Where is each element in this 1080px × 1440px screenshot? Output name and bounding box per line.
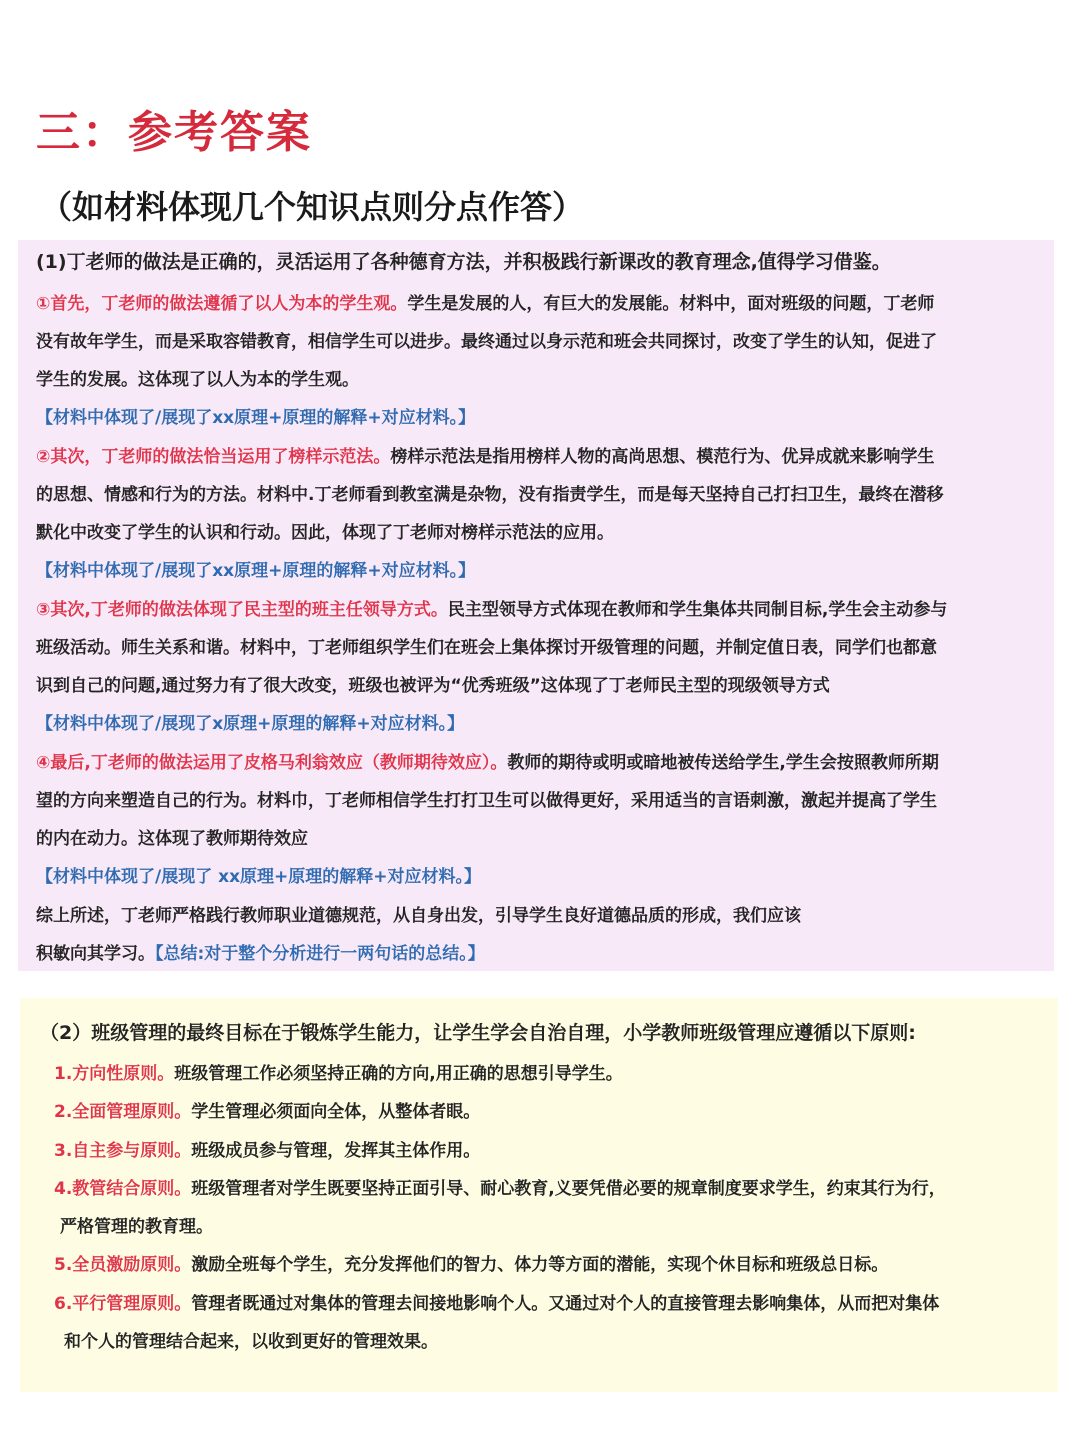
paragraph-2-hint: 【材料中体现了/展现了xx原理+原理的解释+对应材料。】 bbox=[36, 561, 476, 581]
principle-label: 5.全员激励原则。 bbox=[54, 1255, 192, 1275]
paragraph-3-text: 民主型领导方式体现在教师和学生集体共同制目标,学生会主动参与 bbox=[447, 600, 948, 620]
section2-lead: （2）班级管理的最终目标在于锻炼学生能力，让学生学会自治自理，小学教师班级管理应遵循以下原则: bbox=[40, 1022, 916, 1044]
principle-label: 1.方向性原则。 bbox=[54, 1064, 175, 1084]
paragraph-4-line-1 bbox=[36, 751, 939, 775]
paragraph-2-line-3: 默化中改变了学生的认识和行动。因此，体现了丁老师对榜样示范法的应用。 bbox=[36, 523, 614, 543]
principle-text: 班级成员参与管理，发挥其主体作用。 bbox=[191, 1141, 481, 1161]
paragraph-2-text: 榜样示范法是指用榜样人物的高尚思想、模范行为、优异成就来影响学生 bbox=[390, 447, 935, 467]
paragraph-1-line-3: 学生的发展。这体现了以人为本的学生观。 bbox=[36, 370, 359, 390]
paragraph-1-line-2: 没有故年学生，而是采取容错教育，相信学生可以进步。最终通过以身示范和班会共同探讨，改变了学生的认知，促进了 bbox=[36, 332, 937, 352]
principle-continuation: 和个人的管理结合起来，以收到更好的管理效果。 bbox=[64, 1332, 438, 1352]
paragraph-2-line-2: 的思想、情感和行为的方法。材料中.丁老师看到教室满是杂物，没有指责学生，而是每天坚持自己打扫卫生，最终在潜移 bbox=[36, 485, 944, 505]
paragraph-1-hint: 【材料中体现了/展现了xx原理+原理的解释+对应材料。】 bbox=[36, 408, 476, 428]
principle-text: 管理者既通过对集体的管理去间接地影响个人。又通过对个人的直接管理去影响集体，从而把对集体 bbox=[191, 1294, 940, 1314]
principle-label: 4.教管结合原则。 bbox=[54, 1179, 192, 1199]
principle-label: 3.自主参与原则。 bbox=[54, 1141, 192, 1161]
paragraph-3-line-1 bbox=[36, 598, 947, 622]
principle-label: 2.全面管理原则。 bbox=[54, 1102, 192, 1122]
principle-text: 激励全班每个学生，充分发挥他们的智力、体力等方面的潜能，实现个休目标和班级总日标。 bbox=[191, 1255, 889, 1275]
page-title: 三：参考答案 bbox=[36, 107, 312, 158]
paragraph-3-line-2: 班级活动。师生关系和谐。材料中，丁老师组织学生们在班会上集体探讨开级管理的问题，并制定值日表，同学们也都意 bbox=[36, 638, 937, 658]
summary-line-1: 综上所述，丁老师严格践行教师职业道德规范，从自身出发，引导学生良好道德品质的形成，我们应该 bbox=[36, 906, 801, 926]
paragraph-3-hint: 【材料中体现了/展现了x原理+原理的解释+对应材料。】 bbox=[36, 714, 465, 734]
principle-text: 班级管理者对学生既要坚持正面引导、耐心教育,义要凭借必要的规章制度要求学生，约束其行为行， bbox=[191, 1179, 946, 1199]
principle-item bbox=[54, 1292, 939, 1316]
principle-text: 班级管理工作必须坚持正确的方向,用正确的思想引导学生。 bbox=[174, 1064, 623, 1084]
summary-text: 积敏向其学习。 bbox=[36, 944, 155, 964]
section1-lead: (1)丁老师的做法是正确的，灵活运用了各种德育方法，并积极践行新课改的教育理念,值得学习借鉴。 bbox=[36, 251, 891, 273]
paragraph-3-line-3: 识到自己的问题,通过努力有了很大改变，班级也被评为“优秀班级”这体现了丁老师民主型的现级领导方式 bbox=[36, 676, 830, 696]
principle-label: 6.平行管理原则。 bbox=[54, 1294, 192, 1314]
principle-continuation: 严格管理的教育理。 bbox=[60, 1217, 213, 1237]
paragraph-1-heading: ①首先，丁老师的做法遵循了以人为本的学生观。 bbox=[36, 294, 408, 314]
paragraph-4-line-3: 的内在动力。这体现了教师期待效应 bbox=[36, 829, 308, 849]
principle-item bbox=[54, 1139, 480, 1163]
principle-item bbox=[54, 1253, 888, 1277]
paragraph-4-text: 教师的期待或明或暗地被传送给学生,学生会按照教师所期 bbox=[507, 753, 939, 773]
page-subtitle: （如材料体现几个知识点则分点作答） bbox=[40, 188, 585, 226]
paragraph-4-line-2: 望的方向来塑造自己的行为。材料巾，丁老师相信学生打打卫生可以做得更好，采用适当的言语刺激，激起并提高了学生 bbox=[36, 791, 937, 811]
paragraph-1-line-1 bbox=[36, 292, 934, 316]
paragraph-4-heading: ④最后,丁老师的做法运用了皮格马利翁效应（教师期待效应）。 bbox=[36, 753, 508, 773]
paragraph-2-line-1 bbox=[36, 445, 934, 469]
paragraph-4-hint: 【材料中体现了/展现了 xx原理+原理的解释+对应材料。】 bbox=[36, 867, 482, 887]
summary-hint: 【总结:对于整个分析进行一两句话的总结。】 bbox=[155, 944, 485, 964]
principle-item bbox=[54, 1177, 946, 1201]
summary-line-2 bbox=[36, 942, 485, 966]
principle-text: 学生管理必须面向全体，从整体者眼。 bbox=[191, 1102, 481, 1122]
principle-item bbox=[54, 1062, 623, 1086]
principle-item bbox=[54, 1100, 480, 1124]
paragraph-2-heading: ②其次，丁老师的做法恰当运用了榜样示范法。 bbox=[36, 447, 391, 467]
paragraph-3-heading: ③其次,丁老师的做法体现了民主型的班主任领导方式。 bbox=[36, 600, 448, 620]
paragraph-1-text: 学生是发展的人，有巨大的发展能。材料中，面对班级的问题，丁老师 bbox=[407, 294, 935, 314]
